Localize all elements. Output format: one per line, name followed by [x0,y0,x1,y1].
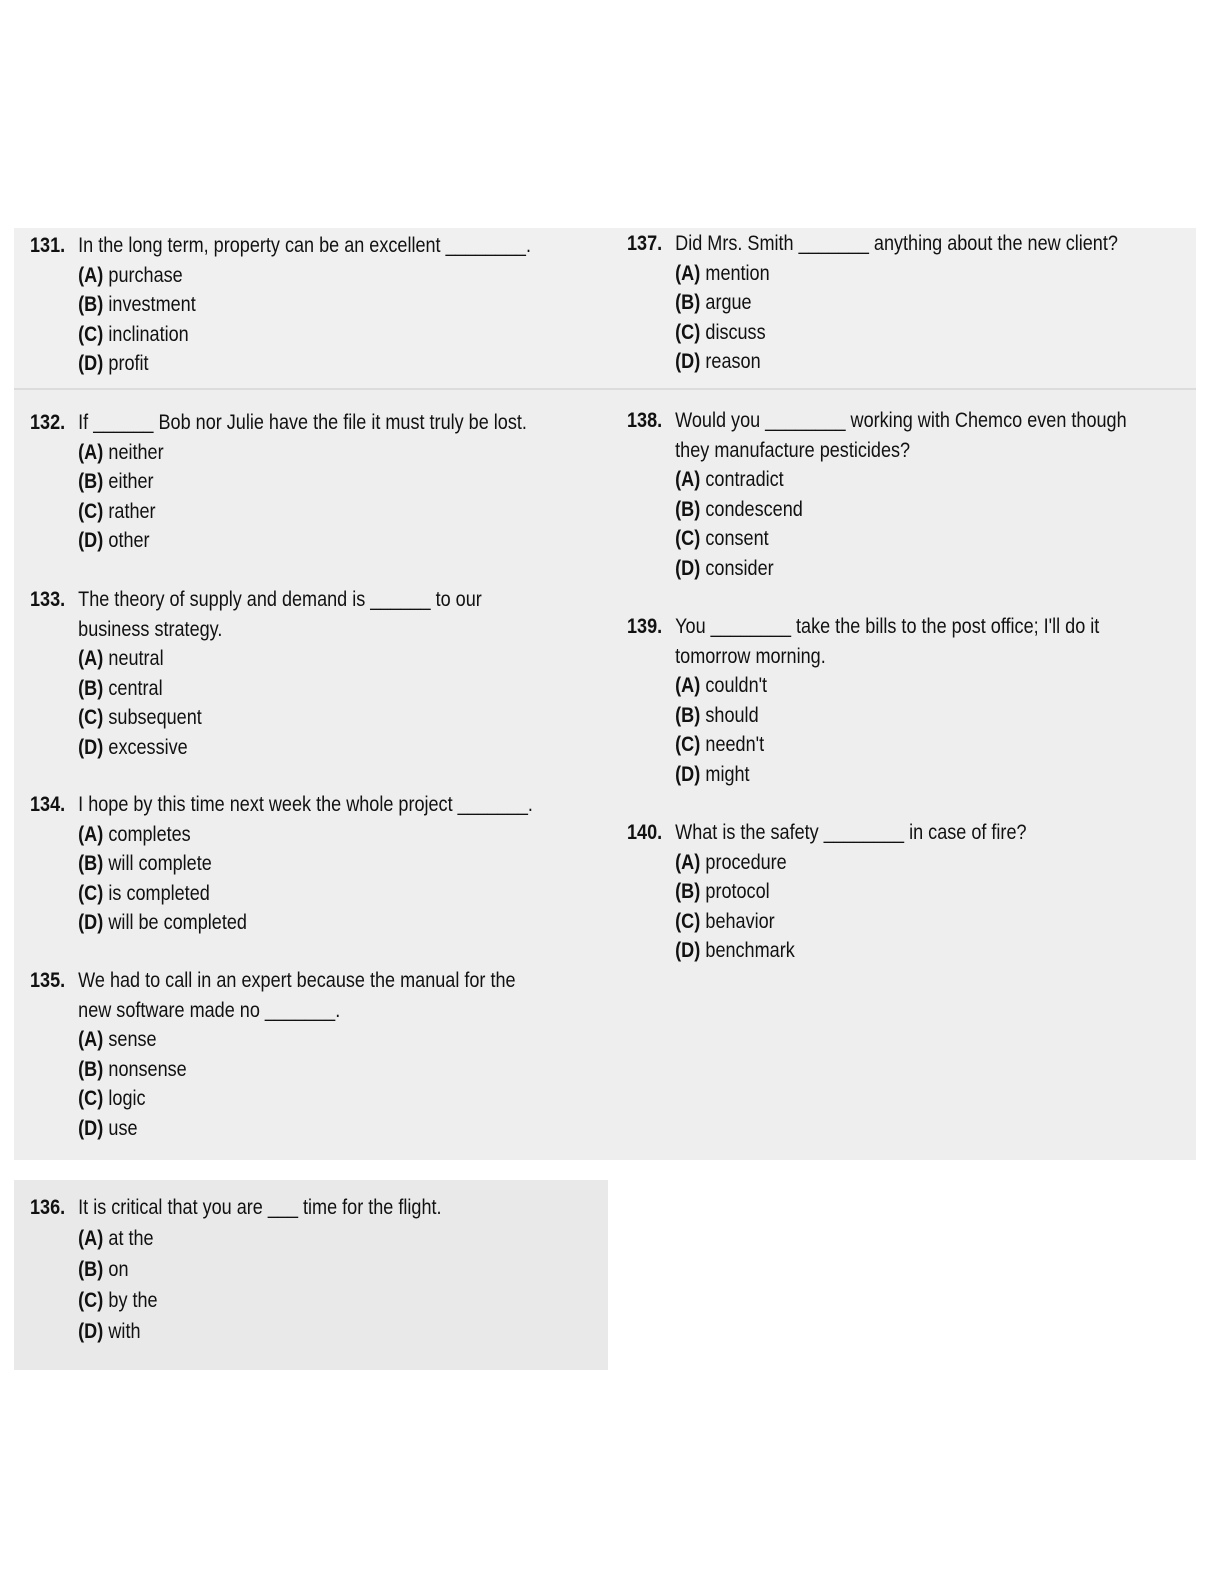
question-132 [30,408,527,556]
option-a[interactable] [78,1223,441,1254]
option-letter: (D) [675,556,701,580]
option-letter: (D) [78,1320,104,1343]
option-letter: (C) [675,320,701,344]
answer-options [78,644,482,762]
stem-line: We had to call in an expert because the manual for the [78,969,516,992]
option-letter: (B) [78,1057,104,1081]
option-c[interactable] [675,318,1118,348]
stem-line: It is critical that you are ___ time for the flight. [78,1196,442,1219]
question-stem [675,612,1099,671]
option-text: rather [108,499,156,523]
option-letter: (D) [675,762,701,786]
option-letter: (A) [675,468,701,491]
question-stem [675,229,1118,259]
option-c[interactable] [78,703,482,733]
option-b[interactable] [78,674,482,704]
option-text: neutral [108,647,164,670]
option-text: reason [705,350,761,373]
option-text: mention [705,261,770,285]
option-letter: (C) [78,881,104,905]
option-c[interactable] [78,1084,515,1114]
option-letter: (A) [78,1028,104,1051]
option-text: at the [108,1227,154,1250]
option-d[interactable] [675,347,1118,377]
option-text: excessive [108,735,188,759]
option-letter: (C) [675,909,701,933]
option-text: neither [108,440,164,464]
answer-options [78,438,527,556]
option-text: needn't [705,733,765,756]
stem-line: Did Mrs. Smith _______ anything about the new client? [675,232,1118,255]
question-stem [78,1192,441,1223]
option-letter: (C) [675,527,701,550]
option-text: will complete [108,852,212,875]
option-c[interactable] [78,320,531,350]
option-text: consider [705,556,774,580]
option-b[interactable] [675,877,1026,907]
answer-options [78,1223,441,1347]
option-b[interactable] [78,849,533,879]
option-letter: (B) [78,470,104,493]
option-a[interactable] [78,261,531,291]
question-stem [78,231,531,261]
option-letter: (D) [78,529,104,552]
option-b[interactable] [78,467,527,497]
answer-options [78,820,533,938]
option-text: condescend [705,497,803,521]
option-letter: (A) [675,674,701,697]
option-letter: (D) [78,735,104,759]
option-d[interactable] [78,908,533,938]
stem-line: business strategy. [78,617,223,641]
option-d[interactable] [78,526,527,556]
option-text: investment [108,293,196,316]
question-stem [78,585,482,644]
question-number: 132. [30,411,66,434]
option-b[interactable] [675,701,1099,731]
option-letter: (A) [78,647,104,670]
question-134 [30,790,533,938]
answer-options [675,848,1026,966]
question-136 [30,1192,442,1347]
option-text: either [108,470,154,493]
option-letter: (D) [675,350,701,373]
option-a[interactable] [675,671,1099,701]
option-a[interactable] [78,1025,515,1055]
option-d[interactable] [78,1316,441,1347]
option-text: procedure [705,850,787,874]
option-b[interactable] [78,290,531,320]
option-text: will be completed [108,911,247,934]
option-a[interactable] [675,848,1026,878]
stem-line: they manufacture pesticides? [675,438,911,462]
question-number: 138. [627,409,663,432]
option-text: contradict [705,468,784,491]
question-137 [627,229,1118,377]
stem-line: The theory of supply and demand is ______ to our [78,588,482,611]
option-text: is completed [108,881,210,905]
answer-options [78,1025,515,1143]
option-letter: (A) [78,440,104,464]
answer-options [78,261,531,379]
answer-options [675,259,1118,377]
stem-line: In the long term, property can be an excellent ________. [78,234,531,257]
option-text: might [705,762,750,786]
question-140 [627,818,1027,966]
option-letter: (D) [78,911,104,934]
question-number: 140. [627,821,663,844]
stem-line: new software made no _______. [78,998,341,1022]
stem-line: You ________ take the bills to the post office; I'll do it [675,615,1100,638]
answer-options [675,465,1126,583]
option-text: sense [108,1028,157,1051]
option-d[interactable] [78,733,482,763]
question-stem [675,406,1126,465]
option-text: inclination [108,322,189,346]
stem-line: I hope by this time next week the whole project _______. [78,793,533,816]
option-letter: (A) [78,263,104,287]
option-d[interactable] [675,936,1026,966]
option-letter: (B) [675,497,701,521]
option-c[interactable] [675,730,1099,760]
option-letter: (B) [78,1258,104,1281]
option-letter: (D) [675,939,701,962]
option-text: behavior [705,909,775,933]
option-a[interactable] [675,465,1126,495]
option-text: use [108,1116,138,1140]
option-d[interactable] [78,1114,515,1144]
option-letter: (C) [78,499,104,523]
option-a[interactable] [78,644,482,674]
option-text: discuss [705,320,766,344]
option-text: subsequent [108,706,202,729]
option-text: consent [705,527,769,550]
option-text: with [108,1320,141,1343]
question-number: 139. [627,615,663,638]
option-letter: (C) [78,1289,104,1312]
option-c[interactable] [78,1285,441,1316]
stem-line: Would you ________ working with Chemco even though [675,409,1127,432]
option-letter: (B) [78,293,104,316]
option-b[interactable] [675,288,1118,318]
stem-line: If ______ Bob nor Julie have the file it must truly be lost. [78,411,527,434]
option-b[interactable] [78,1254,441,1285]
option-a[interactable] [78,438,527,468]
option-text: central [108,676,163,700]
option-text: argue [705,291,752,314]
question-number: 135. [30,969,66,992]
option-b[interactable] [675,495,1126,525]
option-d[interactable] [675,554,1126,584]
question-138 [627,406,1127,583]
option-letter: (C) [78,706,104,729]
option-c[interactable] [675,907,1026,937]
question-stem [78,966,515,1025]
question-135 [30,966,516,1143]
question-number: 131. [30,234,66,257]
option-letter: (C) [675,733,701,756]
option-letter: (B) [78,676,104,700]
option-letter: (D) [78,352,104,375]
option-letter: (A) [675,850,701,874]
option-a[interactable] [78,820,533,850]
section-divider [14,388,1196,390]
option-text: completes [108,822,191,846]
question-133 [30,585,482,762]
question-number: 134. [30,793,66,816]
option-letter: (C) [78,322,104,346]
option-c[interactable] [78,879,533,909]
option-letter: (D) [78,1116,104,1140]
question-139 [627,612,1099,789]
option-text: benchmark [705,939,795,962]
option-text: protocol [705,880,770,903]
stem-line: What is the safety ________ in case of fire? [675,821,1027,844]
option-text: nonsense [108,1057,187,1081]
option-text: on [108,1258,129,1281]
option-text: logic [108,1087,146,1110]
stem-line: tomorrow morning. [675,644,826,668]
option-letter: (B) [675,291,701,314]
question-number: 133. [30,588,66,611]
question-stem [78,408,527,438]
question-stem [675,818,1026,848]
option-letter: (B) [675,703,701,727]
option-text: should [705,703,759,727]
option-a[interactable] [675,259,1118,289]
option-text: couldn't [705,674,768,697]
option-letter: (B) [675,880,701,903]
option-d[interactable] [78,349,531,379]
option-letter: (A) [78,822,104,846]
option-c[interactable] [78,497,527,527]
question-number: 136. [30,1196,66,1219]
question-number: 137. [627,232,663,255]
option-text: by the [108,1289,158,1312]
option-text: purchase [108,263,183,287]
option-c[interactable] [675,524,1126,554]
option-letter: (A) [78,1227,104,1250]
answer-options [675,671,1099,789]
option-b[interactable] [78,1055,515,1085]
option-d[interactable] [675,760,1099,790]
option-letter: (C) [78,1087,104,1110]
option-letter: (A) [675,261,701,285]
option-letter: (B) [78,852,104,875]
option-text: profit [108,352,149,375]
question-131 [30,231,531,379]
question-stem [78,790,533,820]
option-text: other [108,529,150,552]
